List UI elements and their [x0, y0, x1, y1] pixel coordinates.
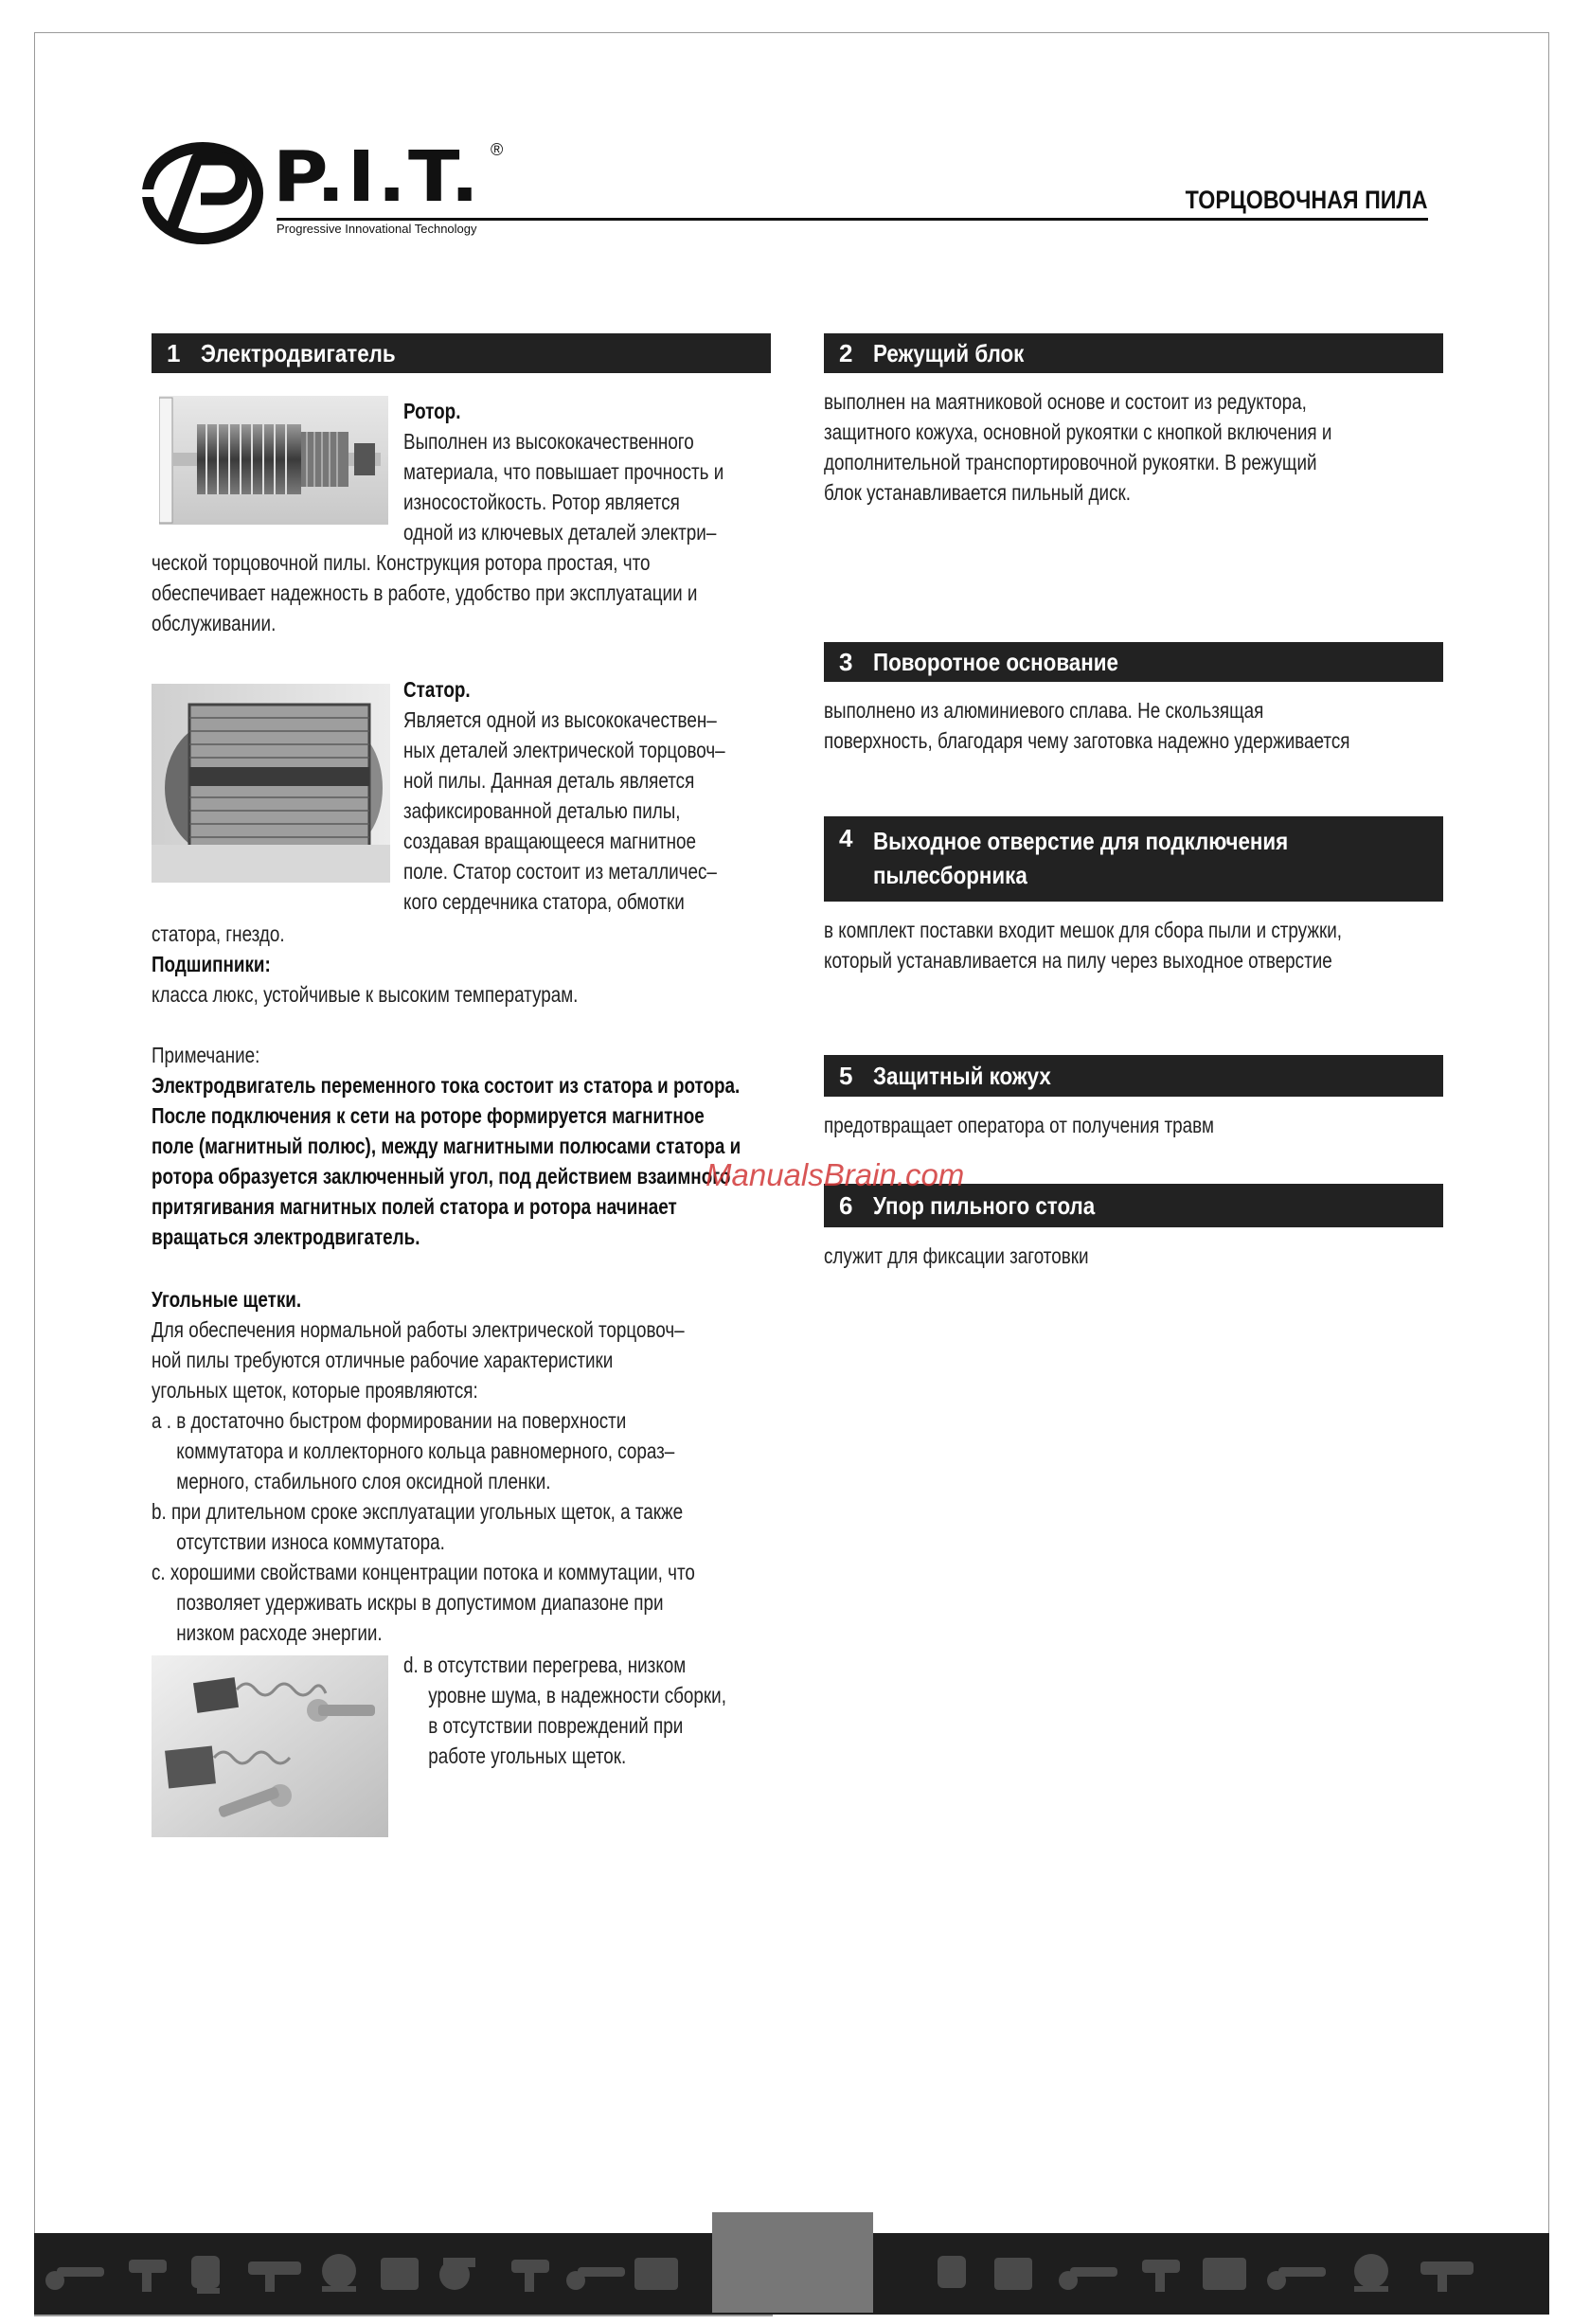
stator-line: зафиксированной деталью пилы, — [403, 798, 681, 823]
brushes-item-d: в отсутствии повреждений при — [428, 1713, 684, 1738]
hammer-drill-icon — [1420, 2261, 1474, 2292]
drill-icon — [511, 2260, 549, 2292]
section-title: Поворотное основание — [873, 647, 1118, 676]
generator-icon — [994, 2258, 1032, 2290]
rotor-tail-line: ческой торцовочной пилы. Конструкция ротора простая, что — [152, 550, 651, 575]
mixer-icon — [938, 2256, 966, 2288]
brushes-title: Угольные щетки. — [152, 1287, 302, 1312]
stator-tail: статора, гнездо. — [152, 921, 285, 946]
brushes-item-d: d. в отсутствии перегрева, низком — [403, 1653, 687, 1677]
stator-title: Статор. — [403, 677, 471, 702]
rotor-tail-line: обслуживании. — [152, 611, 277, 635]
drill-icon — [1142, 2260, 1180, 2292]
section-number: 2 — [839, 338, 853, 367]
note-line: поле (магнитный полюс), между магнитными полюсами статора и — [152, 1134, 741, 1158]
carbon-brushes-photo — [152, 1655, 388, 1837]
section-number: 5 — [839, 1061, 853, 1090]
section-3-text — [824, 695, 1476, 756]
brushes-item-a: коммутатора и коллекторного кольца равномерного, сораз– — [176, 1439, 675, 1463]
mixer-icon — [191, 2256, 220, 2294]
welder-icon — [634, 2258, 678, 2290]
section-2-header — [824, 333, 1443, 373]
note-title: Примечание: — [152, 1043, 260, 1067]
section-title: Выходное отверстие для подключения пылесборника — [873, 827, 1289, 889]
rotor-tail-block — [152, 547, 788, 638]
section-5-header — [824, 1055, 1443, 1097]
text-line: защитного кожуха, основной рукоятки с кнопкой включения и — [824, 420, 1332, 444]
section-5-text — [824, 1110, 1476, 1140]
note-line: После подключения к сети на роторе формируется магнитное — [152, 1103, 705, 1128]
note-line: Электродвигатель переменного тока состоит из статора и ротора. — [152, 1073, 741, 1098]
section-6-text — [824, 1241, 1476, 1271]
angle-grinder-icon — [45, 2267, 104, 2290]
document-title: ТОРЦОВОЧНАЯ ПИЛА — [1186, 186, 1428, 214]
stator-line: кого сердечника статора, обмотки — [403, 889, 685, 914]
angle-grinder-icon — [566, 2267, 625, 2290]
brand-name: P.I.T. — [273, 136, 482, 218]
stator-line: Является одной из высококачествен– — [403, 707, 717, 732]
stator-line: ной пилы. Данная деталь является — [403, 768, 695, 793]
watermark: ManualsBrain.com — [706, 1157, 965, 1192]
brushes-item-c: c. хорошими свойствами концентрации потока и коммутации, что — [152, 1560, 695, 1584]
concrete-mixer-icon — [1354, 2254, 1388, 2292]
rotor-line: одной из ключевых деталей электри– — [403, 520, 717, 545]
section-title: Режущий блок — [873, 338, 1025, 367]
text-line: служит для фиксации заготовки — [824, 1243, 1089, 1268]
bearings-text: класса люкс, устойчивые к высоким температурам. — [152, 982, 579, 1007]
header-rule — [277, 218, 1428, 221]
rotor-photo — [159, 396, 388, 525]
brushes-intro-line: ной пилы требуются отличные рабочие характеристики — [152, 1348, 614, 1372]
drill-icon — [129, 2260, 167, 2292]
angle-grinder-icon — [1267, 2267, 1326, 2290]
note-line: притягивания магнитных полей статора и ротора начинает — [152, 1194, 677, 1219]
rotor-block — [403, 396, 760, 547]
stator-line: поле. Статор состоит из металличес– — [403, 859, 717, 884]
bottom-rule — [34, 2315, 773, 2316]
brand-tagline: Progressive Innovational Technology — [277, 222, 477, 236]
section-2-text — [824, 386, 1476, 508]
angle-grinder-icon — [1059, 2267, 1117, 2290]
section-number: 6 — [839, 1190, 853, 1220]
brushes-intro-line: угольных щеток, которые проявляются: — [152, 1378, 478, 1403]
rotor-line: Выполнен из высококачественного — [403, 429, 694, 454]
text-line: поверхность, благодаря чему заготовка надежно удерживается — [824, 728, 1350, 753]
section-title: Защитный кожух — [873, 1061, 1051, 1090]
brushes-item-b: отсутствии износа коммутатора. — [176, 1529, 445, 1554]
text-line: в комплект поставки входит мешок для сбора пыли и стружки, — [824, 918, 1342, 942]
stator-block — [403, 674, 760, 917]
stator-line: создавая вращающееся магнитное — [403, 829, 697, 853]
brushes-item-a: мерного, стабильного слоя оксидной пленки. — [176, 1469, 551, 1493]
pit-logo-mark-icon — [142, 140, 263, 244]
brushes-item-c: позволяет удерживать искры в допустимом диапазоне при — [176, 1590, 664, 1615]
section-number: 4 — [839, 824, 853, 852]
section-4-text — [824, 915, 1476, 975]
brushes-intro-line: Для обеспечения нормальной работы электрической торцовоч– — [152, 1317, 685, 1342]
bearings-title: Подшипники: — [152, 952, 271, 976]
text-line: дополнительной транспортировочной рукоятки. В режущий — [824, 450, 1317, 474]
concrete-mixer-icon — [322, 2254, 356, 2292]
stator-line: ных деталей электрической торцовоч– — [403, 738, 725, 762]
circular-saw-icon — [439, 2258, 475, 2290]
section-number: 1 — [167, 338, 181, 367]
rotor-title: Ротор. — [403, 399, 461, 423]
rotor-line: материала, что повышает прочность и — [403, 459, 724, 484]
rotor-tail-line: обеспечивает надежность в работе, удобство при эксплуатации и — [152, 581, 698, 605]
hammer-drill-icon — [248, 2261, 301, 2292]
section-title: Электродвигатель — [201, 338, 396, 367]
section-number: 3 — [839, 647, 853, 676]
pit-logo — [142, 136, 521, 244]
stator-photo — [152, 684, 390, 883]
text-line: выполнен на маятниковой основе и состоит из редуктора, — [824, 389, 1307, 414]
text-line: который устанавливается на пилу через выходное отверстие — [824, 948, 1332, 973]
section-title: Упор пильного стола — [873, 1190, 1096, 1220]
section-3-header — [824, 642, 1443, 682]
brushes-item-d-block — [403, 1650, 760, 1771]
brushes-item-a: a . в достаточно быстром формировании на поверхности — [152, 1408, 627, 1433]
text-line: предотвращает оператора от получения травм — [824, 1113, 1214, 1137]
note-line: вращаться электродвигатель. — [152, 1225, 420, 1249]
note-line: ротора образуется заключенный угол, под действием взаимного — [152, 1164, 731, 1189]
brushes-item-d: уровне шума, в надежности сборки, — [428, 1683, 726, 1707]
registered-mark: ® — [491, 140, 504, 159]
brushes-item-c: низком расходе энергии. — [176, 1620, 383, 1645]
brushes-block — [152, 1284, 835, 1648]
brushes-item-d: работе угольных щеток. — [428, 1743, 627, 1768]
page-number-box — [712, 2212, 873, 2313]
brushes-item-b: b. при длительном сроке эксплуатации угольных щеток, а также — [152, 1499, 684, 1524]
text-line: блок устанавливается пильный диск. — [824, 480, 1132, 505]
stator-tail-block — [152, 919, 788, 1010]
text-line: выполнено из алюминиевого сплава. Не скользящая — [824, 698, 1264, 723]
section-1-header — [152, 333, 771, 373]
welder-icon — [1203, 2258, 1246, 2290]
generator-icon — [381, 2258, 419, 2290]
rotor-line: износостойкость. Ротор является — [403, 490, 680, 514]
section-4-header — [824, 816, 1443, 902]
